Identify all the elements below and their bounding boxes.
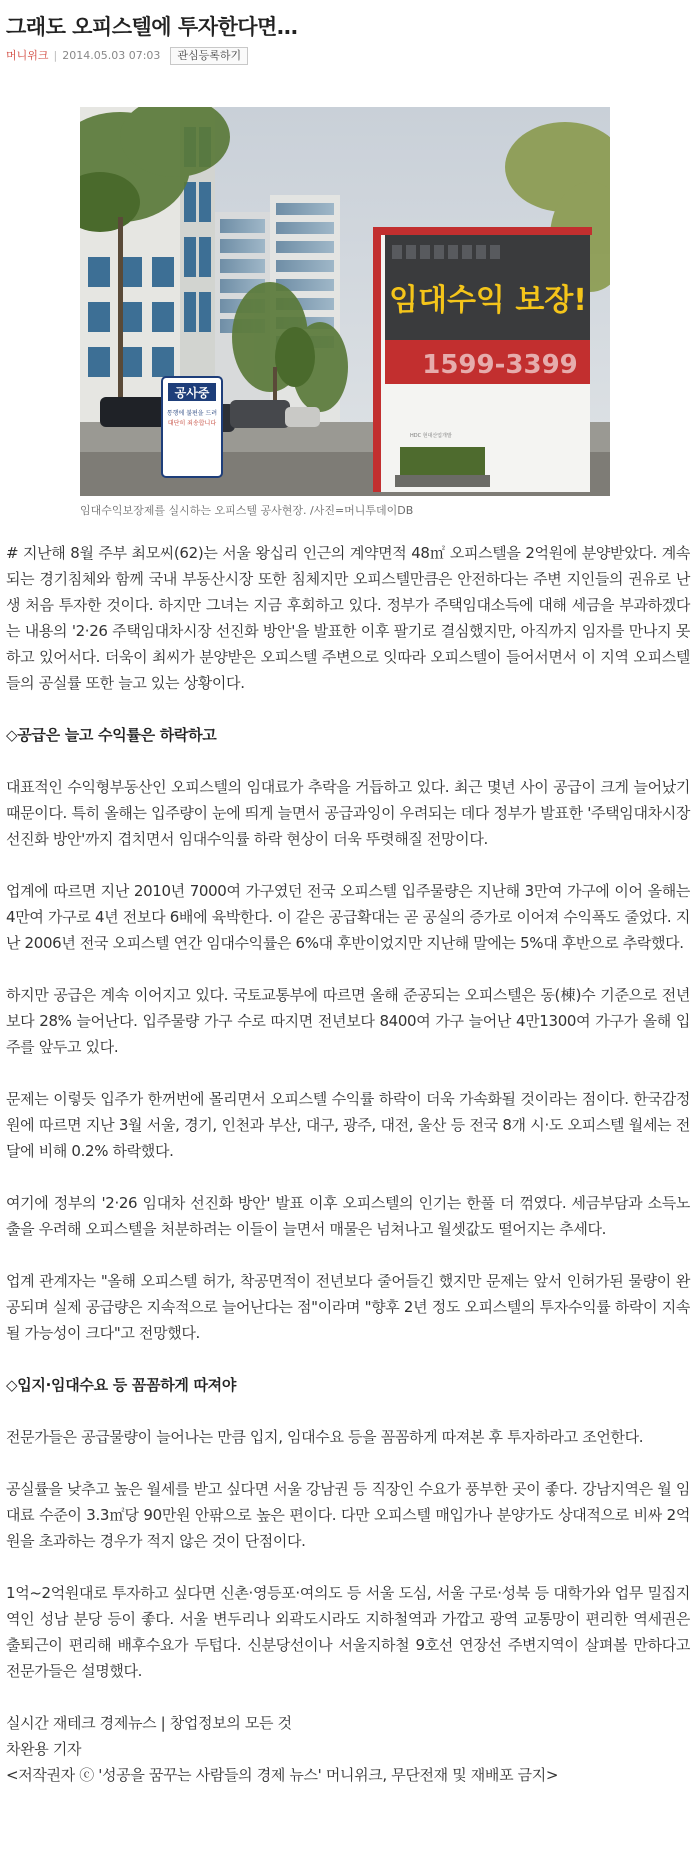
subheading-supply: ◇공급은 늘고 수익률은 하락하고 [6, 726, 217, 744]
standee-line-2: 대단히 죄송합니다 [167, 420, 217, 427]
construction-site-photo [80, 107, 610, 496]
billboard-phone: 1599-3399 [422, 350, 578, 380]
billboard-company: HDC 현대산업개발 [410, 433, 452, 439]
billboard-headline: 임대수익 보장! [388, 283, 588, 318]
standee-title: 공사중 [174, 386, 210, 400]
copyright-notice: <저작권자 ⓒ '성공을 꿈꾸는 사람들의 경제 뉴스' 머니위크, 무단전재 및 재배포 금지> [6, 1766, 559, 1784]
paragraph-1: # 지난해 8월 주부 최모씨(62)는 서울 왕십리 인근의 계약면적 48㎡ 오피스텔을 2억원에 분양받았다. 계속되는 경기침체와 함께 국내 부동산시장 또한 침체지만 오피스텔만큼은 안전하다는 주변 지인들의 권유로 난생 처음 투자한 것이다. 하지만 그녀는 지금 후회하고 있다. 정부가 주택임대소득에 대해 세금을 부과하겠다는 내용의 '2·26 주택임대차시장 선진화 방안'을 발표한 이후 팔기로 결심했지만, 아직까지 임자를 만나지 못하고 있어서다. 더욱이 최씨가 분양받은 오피스텔 주변으로 잇따라 오피스텔이 들어서면서 이 지역 오피스텔들의 공실률 또한 늘고 있는 상황이다. [6, 544, 690, 692]
paragraph-4: 하지만 공급은 계속 이어지고 있다. 국토교통부에 따르면 올해 준공되는 오피스텔은 동(棟)수 기준으로 전년보다 28% 늘어난다. 입주물량 가구 수로 따지면 전년보다 8400여 가구 늘어난 4만1300여 가구가 올해 입주를 앞두고 있다. [6, 986, 690, 1056]
article-meta [6, 47, 693, 65]
article-body [6, 540, 690, 1788]
paragraph-8: 전문가들은 공급물량이 늘어나는 만큼 입지, 임대수요 등을 꼼꼼하게 따져본 후 투자하라고 조언한다. [6, 1428, 644, 1446]
standee-line-1: 통행에 불편을 드려 [166, 410, 218, 417]
publish-date: 2014.05.03 07:03 [62, 49, 161, 62]
article-footer [6, 1710, 690, 1788]
paragraph-9: 공실률을 낮추고 높은 월세를 받고 싶다면 서울 강남권 등 직장인 수요가 풍부한 곳이 좋다. 강남지역은 월 임대료 수준이 3.3㎡당 90만원 안팎으로 높은 편이다. 다만 오피스텔 매입가나 분양가도 상대적으로 비싸 2억원을 초과하는 경우가 적지 않은 것이 단점이다. [6, 1480, 690, 1550]
paragraph-10: 1억~2억원대로 투자하고 싶다면 신촌·영등포·여의도 등 서울 도심, 서울 구로·성북 등 대학가와 업무 밀집지역인 성남 분당 등이 좋다. 서울 변두리나 외곽도시라도 지하철역과 가깝고 광역 교통망이 편리한 역세권은 출퇴근이 편리해 배후수요가 두텁다. 신분당선이나 서울지하철 9호선 연장선 주변지역이 살펴볼 만하다고 전문가들은 설명했다. [6, 1584, 690, 1680]
photo-caption: 임대수익보장제를 실시하는 오피스텔 공사현장. /사진=머니투데이DB [80, 504, 414, 517]
news-source[interactable]: 머니위크 [6, 49, 49, 62]
follow-button[interactable]: 관심등록하기 [170, 47, 248, 65]
footer-tagline: 실시간 재테크 경제뉴스 | 창업정보의 모든 것 [6, 1714, 292, 1732]
meta-divider: | [53, 49, 58, 62]
paragraph-7: 업계 관계자는 "올해 오피스텔 허가, 착공면적이 전년보다 줄어들긴 했지만 문제는 앞서 인허가된 물량이 완공되며 실제 공급량은 지속적으로 늘어난다는 점"이라며 "향후 2년 정도 오피스텔의 투자수익률 하락이 지속될 가능성이 크다"고 전망했다. [6, 1272, 690, 1342]
article-title: 그래도 오피스텔에 투자한다면… [6, 15, 298, 39]
paragraph-3: 업계에 따르면 지난 2010년 7000여 가구였던 전국 오피스텔 입주물량은 지난해 3만여 가구에 이어 올해는 4만여 가구로 4년 전보다 6배에 육박한다. 이 같은 공급확대는 곧 공실의 증가로 이어져 수익폭도 줄었다. 지난 2006년 전국 오피스텔 연간 임대수익률은 6%대 후반이었지만 지난해 말에는 5%대 후반으로 추락했다. [6, 882, 690, 952]
paragraph-2: 대표적인 수익형부동산인 오피스텔의 임대료가 추락을 거듭하고 있다. 최근 몇년 사이 공급이 크게 늘어났기 때문이다. 특히 올해는 입주량이 눈에 띄게 늘면서 공급과잉이 우려되는 데다 정부가 발표한 '주택임대차시장 선진화 방안'까지 겹치면서 임대수익률 하락 현상이 더욱 뚜렷해질 전망이다. [6, 778, 690, 848]
article-photo [80, 107, 610, 496]
paragraph-5: 문제는 이렇듯 입주가 한꺼번에 몰리면서 오피스텔 수익률 하락이 더욱 가속화될 것이라는 점이다. 한국감정원에 따르면 지난 3월 서울, 경기, 인천과 부산, 대구, 광주, 대전, 울산 등 전국 8개 시·도 오피스텔 월세는 전달에 비해 0.2% 하락했다. [6, 1090, 690, 1160]
subheading-location: ◇입지·임대수요 등 꼼꼼하게 따져야 [6, 1376, 237, 1394]
paragraph-6: 여기에 정부의 '2·26 임대차 선진화 방안' 발표 이후 오피스텔의 인기는 한풀 더 꺾였다. 세금부담과 소득노출을 우려해 오피스텔을 처분하려는 이들이 늘면서 매물은 넘쳐나고 월셋값도 떨어지는 추세다. [6, 1194, 690, 1238]
reporter-name: 차완용 기자 [6, 1740, 82, 1758]
